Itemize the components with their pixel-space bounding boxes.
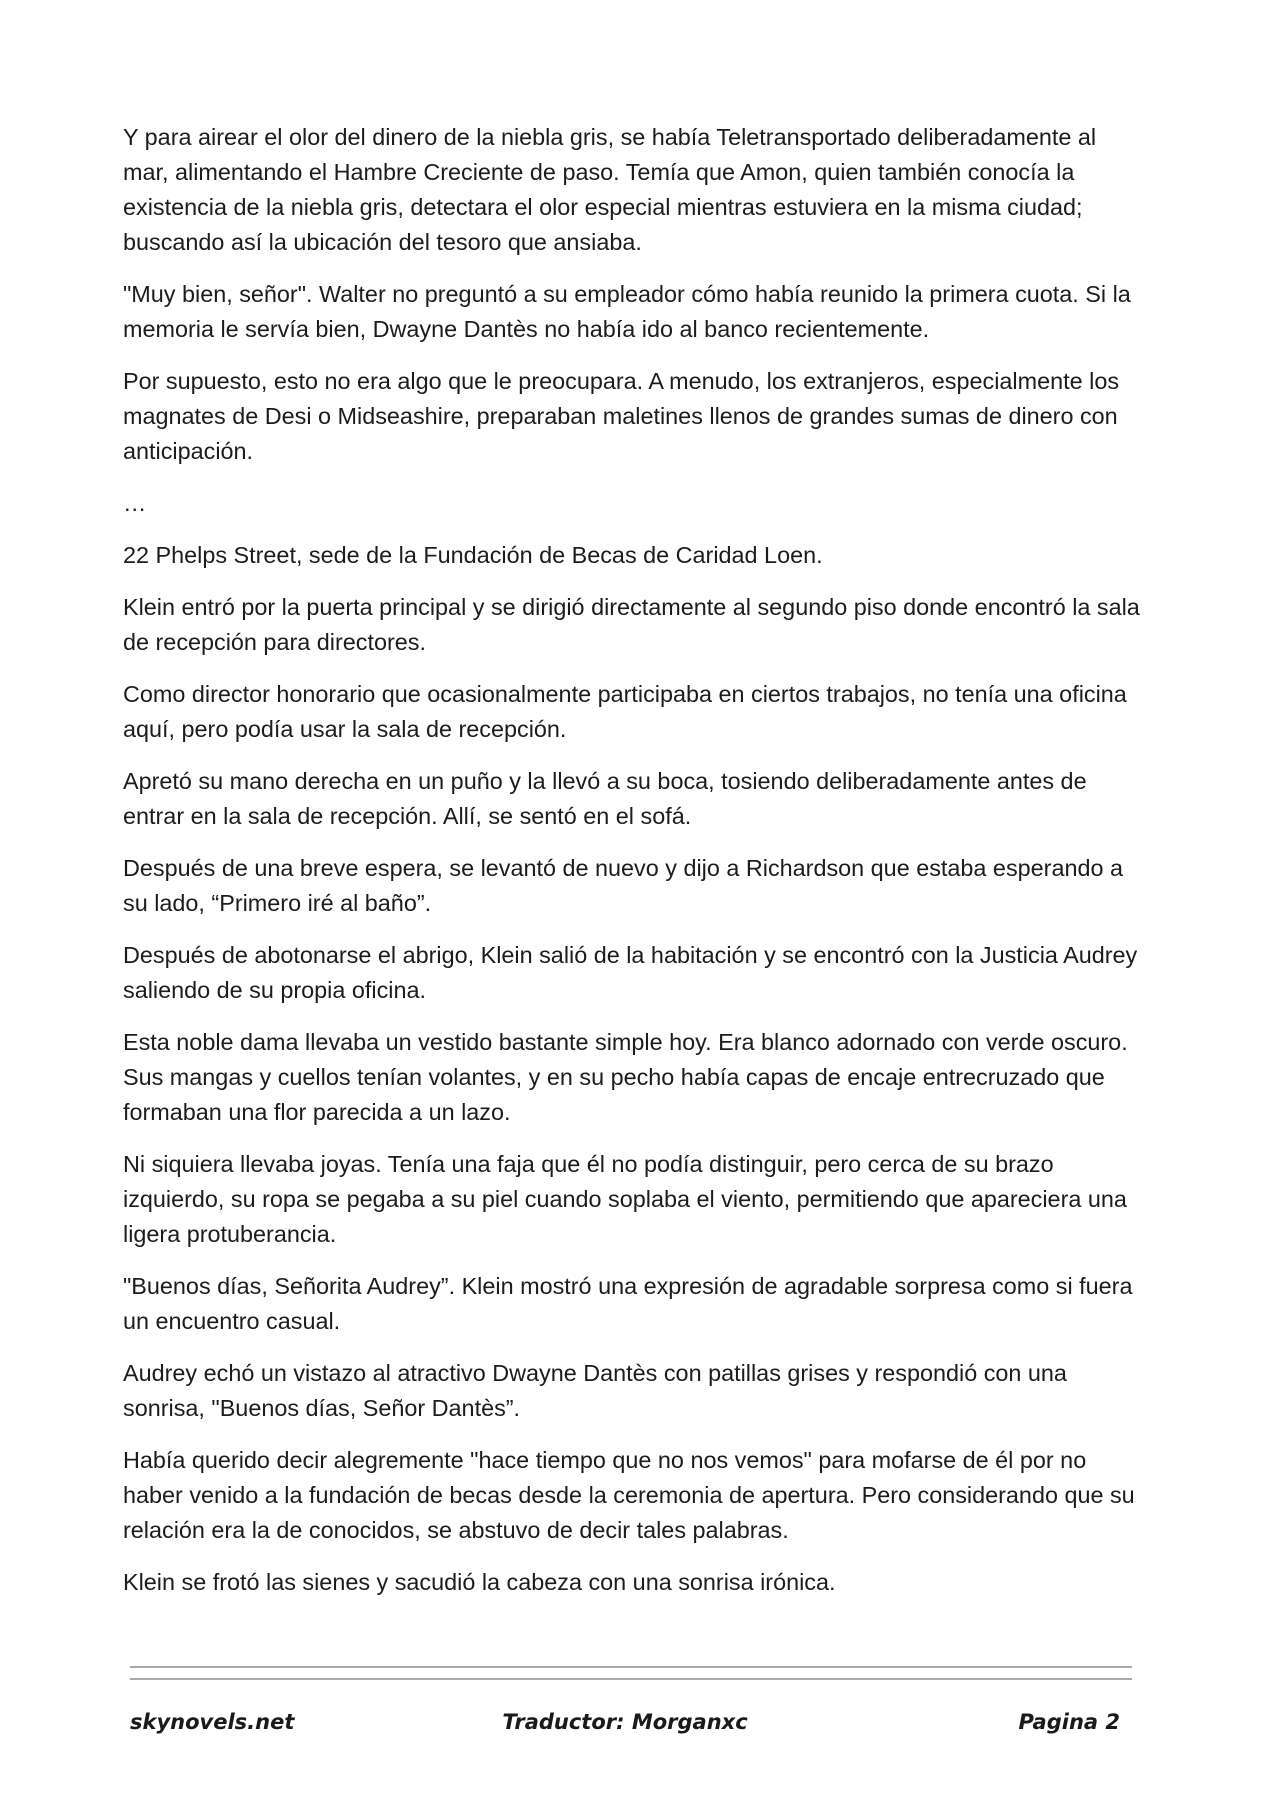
paragraph-10: Esta noble dama llevaba un vestido bastante simple hoy. Era blanco adornado con verde oscuro. Sus mangas y cuellos tenían volantes, y en su pecho había capas de encaje entrecruzado que formaban una flor parecida a un lazo.	[123, 1029, 1128, 1125]
footer-divider-bottom	[130, 1678, 1132, 1680]
paragraph-9: Después de abotonarse el abrigo, Klein salió de la habitación y se encontró con la Justicia Audrey saliendo de su propia oficina.	[123, 942, 1138, 1003]
paragraph-5: Klein entró por la puerta principal y se dirigió directamente al segundo piso donde encontró la sala de recepción para directores.	[123, 594, 1140, 655]
body-text	[123, 120, 1143, 1617]
paragraph-12: "Buenos días, Señorita Audrey”. Klein mostró una expresión de agradable sorpresa como si fuera un encuentro casual.	[123, 1273, 1133, 1334]
paragraph-3: Por supuesto, esto no era algo que le preocupara. A menudo, los extranjeros, especialmente los magnates de Desi o Midseashire, preparaban maletines llenos de grandes sumas de dinero con anticipación.	[123, 368, 1120, 464]
paragraph-11: Ni siquiera llevaba joyas. Tenía una faja que él no podía distinguir, pero cerca de su brazo izquierdo, su ropa se pegaba a su piel cuando soplaba el viento, permitiendo que apareciera una ligera protuberancia.	[123, 1151, 1127, 1247]
paragraph-15: Klein se frotó las sienes y sacudió la cabeza con una sonrisa irónica.	[123, 1569, 836, 1595]
paragraph-13: Audrey echó un vistazo al atractivo Dwayne Dantès con patillas grises y respondió con una sonrisa, "Buenos días, Señor Dantès”.	[123, 1360, 1067, 1421]
paragraph-8: Después de una breve espera, se levantó de nuevo y dijo a Richardson que estaba esperando a su lado, “Primero iré al baño”.	[123, 855, 1123, 916]
paragraph-7: Apretó su mano derecha en un puño y la llevó a su boca, tosiendo deliberadamente antes de entrar en la sala de recepción. Allí, se sentó en el sofá.	[123, 768, 1087, 829]
footer-divider-top	[130, 1666, 1132, 1668]
paragraph-1: Y para airear el olor del dinero de la niebla gris, se había Teletransportado deliberadamente al mar, alimentando el Hambre Creciente de paso. Temía que Amon, quien también conocía la existencia de la niebla gris, detectara el olor especial mientras estuviera en la misma ciudad; buscando así la ubicación del tesoro que ansiaba.	[123, 124, 1097, 255]
paragraph-14: Había querido decir alegremente "hace tiempo que no nos vemos" para mofarse de él por no haber venido a la fundación de becas desde la ceremonia de apertura. Pero considerando que su relación era la de conocidos, se abstuvo de decir tales palabras.	[123, 1447, 1135, 1543]
paragraph-2: "Muy bien, señor". Walter no preguntó a su empleador cómo había reunido la primera cuota. Si la memoria le servía bien, Dwayne Dantès no había ido al banco recientemente.	[123, 281, 1131, 342]
footer-site: skynovels.net	[130, 1710, 295, 1734]
paragraph-4: 22 Phelps Street, sede de la Fundación de Becas de Caridad Loen.	[123, 542, 823, 568]
footer-page-number: Pagina 2	[1018, 1710, 1120, 1734]
footer-translator: Traductor: Morganxc	[502, 1710, 748, 1734]
paragraph-6: Como director honorario que ocasionalmente participaba en ciertos trabajos, no tenía una oficina aquí, pero podía usar la sala de recepción.	[123, 681, 1127, 742]
scene-break: …	[123, 490, 147, 516]
page-footer	[130, 1710, 1120, 1750]
